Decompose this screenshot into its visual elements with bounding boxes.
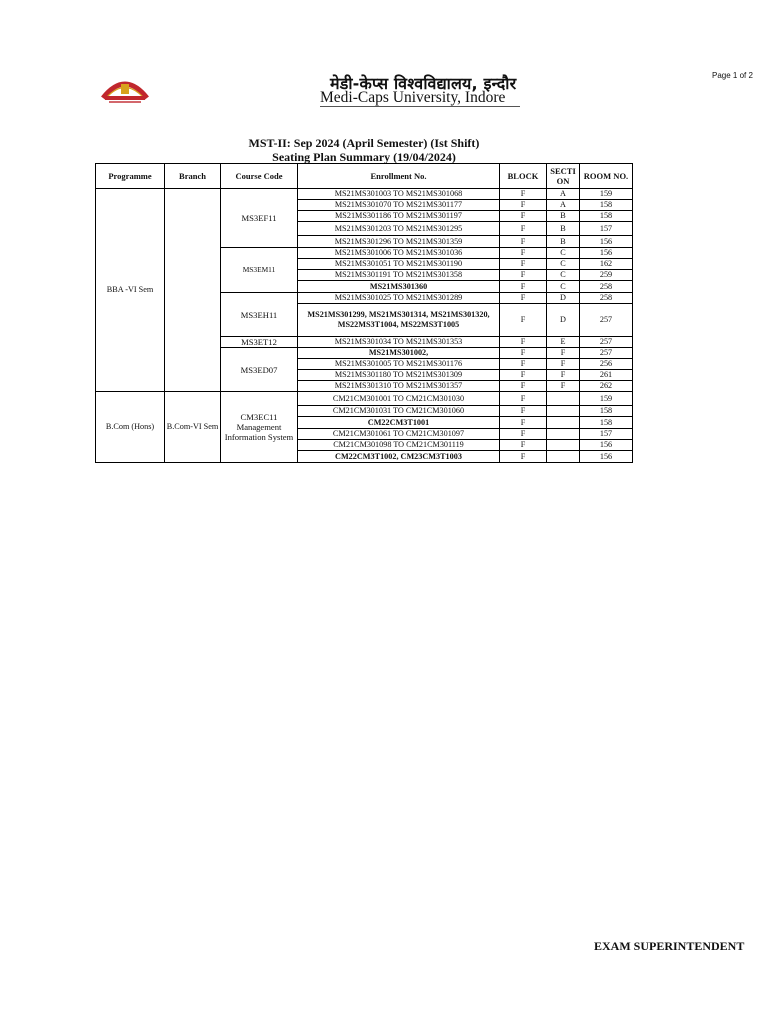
header-course-code: Course Code xyxy=(221,164,298,189)
enrollment-cell: CM21CM301061 TO CM21CM301097 xyxy=(298,429,500,440)
enrollment-cell: CM22CM3T1002, CM23CM3T1003 xyxy=(298,451,500,463)
block-cell: F xyxy=(500,248,547,259)
enrollment-cell: MS21MS301186 TO MS21MS301197 xyxy=(298,211,500,222)
room-cell: 156 xyxy=(580,440,633,451)
room-cell: 258 xyxy=(580,293,633,304)
block-cell: F xyxy=(500,417,547,429)
room-cell: 162 xyxy=(580,259,633,270)
block-cell: F xyxy=(500,293,547,304)
section-cell: C xyxy=(547,259,580,270)
enrollment-cell: MS21MS301051 TO MS21MS301190 xyxy=(298,259,500,270)
table-row xyxy=(96,392,633,406)
section-cell: F xyxy=(547,359,580,370)
room-cell: 157 xyxy=(580,429,633,440)
section-cell: A xyxy=(547,189,580,200)
section-cell: B xyxy=(547,211,580,222)
block-cell: F xyxy=(500,429,547,440)
block-cell: F xyxy=(500,381,547,392)
header-room: ROOM NO. xyxy=(580,164,633,189)
block-cell: F xyxy=(500,304,547,337)
enrollment-cell: CM21CM301001 TO CM21CM301030 xyxy=(298,392,500,406)
room-cell: 158 xyxy=(580,200,633,211)
section-cell xyxy=(547,406,580,417)
section-cell: F xyxy=(547,381,580,392)
table-header-row xyxy=(96,164,633,189)
enrollment-cell: MS21MS301006 TO MS21MS301036 xyxy=(298,248,500,259)
room-cell: 157 xyxy=(580,222,633,236)
table-body xyxy=(96,189,633,463)
block-cell: F xyxy=(500,222,547,236)
enrollment-cell: MS21MS301003 TO MS21MS301068 xyxy=(298,189,500,200)
room-cell: 258 xyxy=(580,281,633,293)
enrollment-cell: MS21MS301203 TO MS21MS301295 xyxy=(298,222,500,236)
enrollment-cell: MS21MS301025 TO MS21MS301289 xyxy=(298,293,500,304)
header-divider xyxy=(320,106,520,107)
section-cell: C xyxy=(547,270,580,281)
room-cell: 257 xyxy=(580,304,633,337)
section-cell: B xyxy=(547,236,580,248)
header-programme: Programme xyxy=(96,164,165,189)
university-logo xyxy=(97,76,153,106)
section-cell: E xyxy=(547,337,580,348)
section-cell: F xyxy=(547,348,580,359)
enrollment-cell: MS21MS301180 TO MS21MS301309 xyxy=(298,370,500,381)
section-cell: D xyxy=(547,293,580,304)
enrollment-cell: CM22CM3T1001 xyxy=(298,417,500,429)
seating-plan-table xyxy=(95,163,633,463)
block-cell: F xyxy=(500,451,547,463)
enrollment-cell: MS21MS301310 TO MS21MS301357 xyxy=(298,381,500,392)
university-name-english: Medi-Caps University, Indore xyxy=(320,89,506,106)
section-cell: B xyxy=(547,222,580,236)
header-section: SECTI ON xyxy=(547,164,580,189)
block-cell: F xyxy=(500,270,547,281)
section-cell xyxy=(547,392,580,406)
block-cell: F xyxy=(500,337,547,348)
course-code-cell: MS3ED07 xyxy=(221,348,298,392)
room-cell: 257 xyxy=(580,337,633,348)
room-cell: 158 xyxy=(580,417,633,429)
section-cell: C xyxy=(547,281,580,293)
room-cell: 156 xyxy=(580,451,633,463)
room-cell: 256 xyxy=(580,359,633,370)
university-name-hindi: मेडी-केप्स विश्वविद्यालय, इन्दौर xyxy=(330,74,517,93)
seating-plan-title: Seating Plan Summary (19/04/2024) xyxy=(272,150,456,164)
block-cell: F xyxy=(500,392,547,406)
exam-superintendent-signature: EXAM SUPERINTENDENT xyxy=(594,939,745,953)
section-cell xyxy=(547,429,580,440)
block-cell: F xyxy=(500,189,547,200)
enrollment-cell: MS21MS301296 TO MS21MS301359 xyxy=(298,236,500,248)
course-code-cell: MS3EH11 xyxy=(221,293,298,337)
room-cell: 257 xyxy=(580,348,633,359)
block-cell: F xyxy=(500,200,547,211)
block-cell: F xyxy=(500,370,547,381)
programme-cell: B.Com (Hons) xyxy=(96,392,165,463)
section-cell xyxy=(547,417,580,429)
room-cell: 156 xyxy=(580,236,633,248)
programme-cell: BBA -VI Sem xyxy=(96,189,165,392)
course-code-cell: MS3EM11 xyxy=(221,248,298,293)
table-row xyxy=(96,189,633,200)
block-cell: F xyxy=(500,281,547,293)
section-cell: A xyxy=(547,200,580,211)
room-cell: 158 xyxy=(580,211,633,222)
enrollment-cell: CM21CM301031 TO CM21CM301060 xyxy=(298,406,500,417)
section-cell: D xyxy=(547,304,580,337)
header-branch: Branch xyxy=(165,164,221,189)
exam-title: MST-II: Sep 2024 (April Semester) (Ist Shift) xyxy=(248,136,480,150)
enrollment-cell: MS21MS301191 TO MS21MS301358 xyxy=(298,270,500,281)
room-cell: 159 xyxy=(580,189,633,200)
course-code-cell: CM3EC11 Management Information System xyxy=(221,392,298,463)
header-enrollment: Enrollment No. xyxy=(298,164,500,189)
section-cell xyxy=(547,451,580,463)
enrollment-cell: MS21MS301360 xyxy=(298,281,500,293)
room-cell: 262 xyxy=(580,381,633,392)
section-cell: C xyxy=(547,248,580,259)
block-cell: F xyxy=(500,211,547,222)
course-code-cell: MS3ET12 xyxy=(221,337,298,348)
block-cell: F xyxy=(500,440,547,451)
section-cell xyxy=(547,440,580,451)
enrollment-cell: CM21CM301098 TO CM21CM301119 xyxy=(298,440,500,451)
block-cell: F xyxy=(500,259,547,270)
block-cell: F xyxy=(500,406,547,417)
course-code-cell: MS3EF11 xyxy=(221,189,298,248)
section-cell: F xyxy=(547,370,580,381)
enrollment-cell: MS21MS301034 TO MS21MS301353 xyxy=(298,337,500,348)
enrollment-cell: MS21MS301002, xyxy=(298,348,500,359)
room-cell: 261 xyxy=(580,370,633,381)
page-number: Page 1 of 2 xyxy=(712,71,753,80)
block-cell: F xyxy=(500,236,547,248)
branch-cell: B.Com-VI Sem xyxy=(165,392,221,463)
room-cell: 259 xyxy=(580,270,633,281)
enrollment-cell: MS21MS301005 TO MS21MS301176 xyxy=(298,359,500,370)
enrollment-cell: MS21MS301070 TO MS21MS301177 xyxy=(298,200,500,211)
room-cell: 159 xyxy=(580,392,633,406)
block-cell: F xyxy=(500,348,547,359)
block-cell: F xyxy=(500,359,547,370)
room-cell: 156 xyxy=(580,248,633,259)
header-block: BLOCK xyxy=(500,164,547,189)
branch-cell xyxy=(165,189,221,392)
room-cell: 158 xyxy=(580,406,633,417)
enrollment-cell: MS21MS301299, MS21MS301314, MS21MS301320, MS22MS3T1004, MS22MS3T1005 xyxy=(298,304,500,337)
